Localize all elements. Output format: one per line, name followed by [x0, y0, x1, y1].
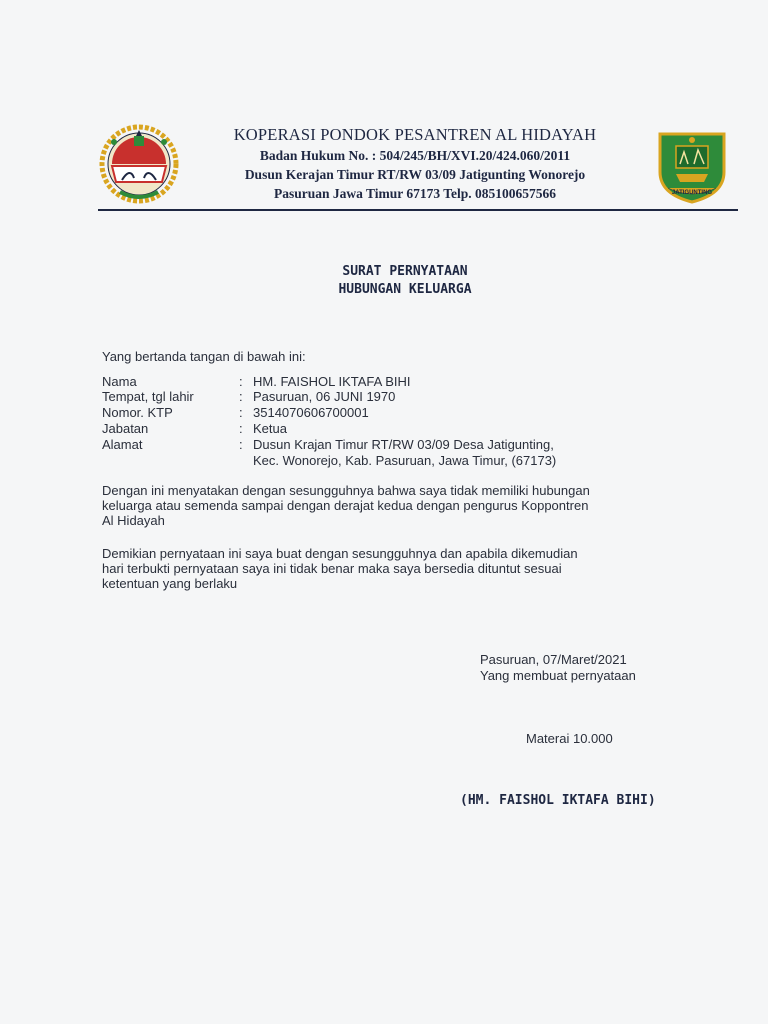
field-colon: :	[239, 389, 243, 404]
legal-number: Badan Hukum No. : 504/245/BH/XVI.20/424.060/2011	[259, 148, 571, 163]
field-nama	[102, 374, 662, 389]
org-name: KOPERASI PONDOK PESANTREN AL HIDAYAH	[233, 125, 597, 144]
field-nomor-ktp	[102, 405, 662, 420]
org-address-1: Dusun Kerajan Timur RT/RW 03/09 Jatigunting Wonorejo	[244, 167, 586, 182]
field-label: Nomor. KTP	[102, 405, 173, 420]
field-label: Tempat, tgl lahir	[102, 389, 194, 404]
statement-paragraph	[102, 483, 702, 528]
field-value: HM. FAISHOL IKTAFA BIHI	[253, 374, 411, 389]
jatigunting-shield-icon	[654, 128, 730, 206]
letterhead	[190, 124, 640, 203]
address-line-2: Kec. Wonorejo, Kab. Pasuruan, Jawa Timur, (67173)	[253, 453, 557, 468]
field-colon: :	[239, 437, 243, 452]
field-value: Pasuruan, 06 JUNI 1970	[253, 389, 396, 404]
paragraph-line: Dengan ini menyatakan dengan sesungguhnya bahwa saya tidak memiliki hubungan	[102, 483, 590, 498]
field-jabatan	[102, 421, 662, 436]
signer-role: Yang membuat pernyataan	[480, 668, 636, 683]
field-label: Nama	[102, 374, 137, 389]
paragraph-line: Al Hidayah	[102, 513, 165, 528]
field-value: Ketua	[253, 421, 287, 436]
field-value: 3514070606700001	[253, 405, 369, 420]
document-title	[200, 263, 610, 299]
paragraph-line: ketentuan yang berlaku	[102, 576, 238, 591]
field-tempat-tgl-lahir	[102, 389, 662, 404]
paragraph-line: keluarga atau semenda sampai dengan derajat kedua dengan pengurus Koppontren	[102, 498, 589, 513]
field-label: Alamat	[102, 437, 143, 452]
signer-name: (HM. FAISHOL IKTAFA BIHI)	[460, 793, 656, 808]
field-alamat	[102, 437, 662, 452]
org-address-2: Pasuruan Jawa Timur 67173 Telp. 085100657566	[273, 186, 557, 201]
paragraph-line: hari terbukti pernyataan saya ini tidak benar maka saya bersedia dituntut sesuai	[102, 561, 562, 576]
field-colon: :	[239, 421, 243, 436]
intro-text: Yang bertanda tangan di bawah ini:	[102, 349, 306, 364]
field-label: Jabatan	[102, 421, 149, 436]
shield-label: JATIGUNTING	[671, 190, 713, 196]
stamp-duty-label: Materai 10.000	[526, 731, 613, 746]
title-line-2: HUBUNGAN KELUARGA	[338, 282, 472, 297]
koperasi-logo-icon	[98, 122, 180, 210]
title-line-1: SURAT PERNYATAAN	[342, 264, 468, 279]
paragraph-line: Demikian pernyataan ini saya buat dengan sesungguhnya dan apabila dikemudian	[102, 546, 578, 561]
field-value: Dusun Krajan Timur RT/RW 03/09 Desa Jatigunting,	[253, 437, 554, 452]
field-colon: :	[239, 374, 243, 389]
signature-block	[480, 652, 636, 684]
letterhead-divider	[98, 209, 738, 211]
closing-paragraph	[102, 546, 702, 591]
place-date: Pasuruan, 07/Maret/2021	[480, 652, 627, 667]
field-colon: :	[239, 405, 243, 420]
